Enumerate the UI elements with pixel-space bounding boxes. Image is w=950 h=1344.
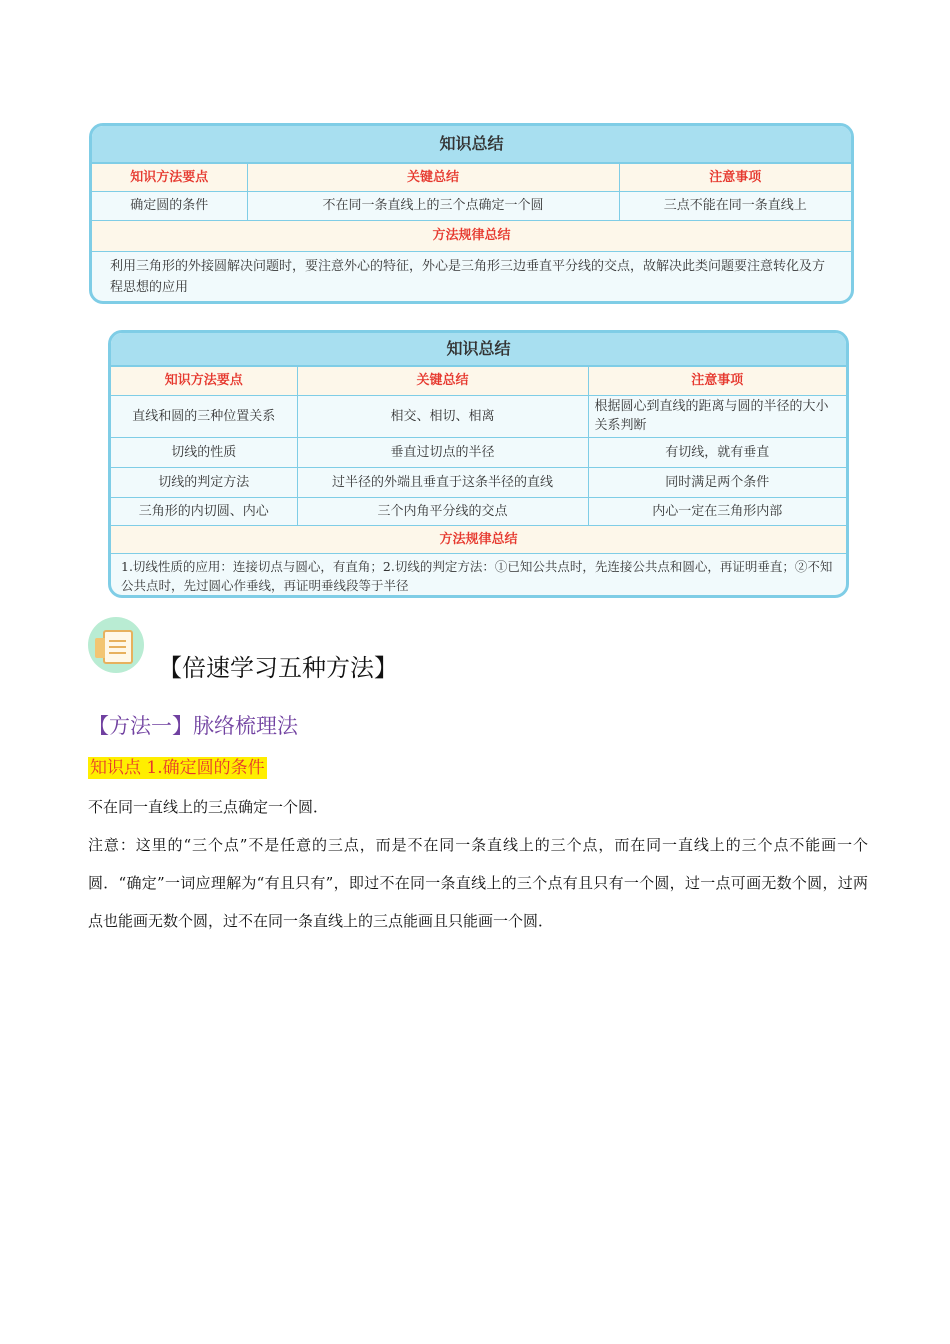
table-cell: 内心一定在三角形内部 [588, 497, 846, 525]
table-cell: 根据圆心到直线的距离与圆的半径的大小关系判断 [588, 395, 846, 437]
table-cell: 直线和圆的三种位置关系 [111, 395, 297, 437]
header-cell: 知识方法要点 [92, 164, 247, 191]
table-cell: 切线的性质 [111, 437, 297, 467]
method-summary-text: 1.切线性质的应用：连接切点与圆心，有直角；2.切线的判定方法：①已知公共点时，先连接公共点和圆心，再证明垂直；②不知公共点时，先过圆心作垂线，再证明垂线段等于半径 [121, 558, 833, 593]
table-header-row [92, 164, 851, 191]
table-header-row [111, 367, 846, 395]
table-row [111, 395, 846, 437]
table-row [111, 437, 846, 467]
header-cell: 注意事项 [619, 164, 851, 191]
table-row [111, 497, 846, 525]
knowledge-summary-card-2 [108, 330, 849, 598]
table-cell: 过半径的外端且垂直于这条半径的直线 [297, 467, 588, 497]
knowledge-point-heading: 知识点 1.确定圆的条件 [90, 758, 265, 778]
table-cell: 垂直过切点的半径 [297, 437, 588, 467]
method-summary-title: 方法规律总结 [92, 221, 851, 252]
table-cell: 确定圆的条件 [92, 191, 247, 220]
card-title: 知识总结 [92, 126, 851, 164]
header-cell: 知识方法要点 [111, 367, 297, 395]
table-row [92, 191, 851, 220]
table-cell: 三角形的内切圆、内心 [111, 497, 297, 525]
table-cell: 同时满足两个条件 [588, 467, 846, 497]
method-summary-title: 方法规律总结 [111, 526, 846, 554]
header-cell: 关键总结 [247, 164, 619, 191]
document-icon [88, 617, 144, 673]
summary-table [92, 164, 851, 221]
card-title: 知识总结 [111, 333, 846, 367]
table-cell: 三个内角平分线的交点 [297, 497, 588, 525]
table-row [111, 467, 846, 497]
table-cell: 有切线，就有垂直 [588, 437, 846, 467]
table-cell: 切线的判定方法 [111, 467, 297, 497]
table-cell: 不在同一条直线上的三个点确定一个圆 [247, 191, 619, 220]
summary-table [111, 367, 846, 526]
paragraph: 注意：这里的“三个点”不是任意的三点，而是不在同一条直线上的三个点，而在同一直线上的三个点不能画一个圆．“确定”一词应理解为“有且只有”，即过不在同一条直线上的三个点有且只有一个圆，过一点可画无数个圆，过两点也能画无数个圆，过不在同一条直线上的三点能画且只能画一个圆． [88, 836, 868, 930]
table-cell: 三点不能在同一条直线上 [619, 191, 851, 220]
paragraph: 不在同一直线上的三点确定一个圆． [88, 798, 329, 816]
method-heading: 【方法一】脉络梳理法 [88, 714, 298, 738]
knowledge-summary-card-1 [89, 123, 854, 304]
section-heading: 【倍速学习五种方法】 [158, 654, 398, 682]
header-cell: 注意事项 [588, 367, 846, 395]
table-cell: 相交、相切、相离 [297, 395, 588, 437]
header-cell: 关键总结 [297, 367, 588, 395]
method-summary-text: 利用三角形的外接圆解决问题时，要注意外心的特征，外心是三角形三边垂直平分线的交点，故解决此类问题要注意转化及方程思想的应用 [110, 258, 826, 295]
